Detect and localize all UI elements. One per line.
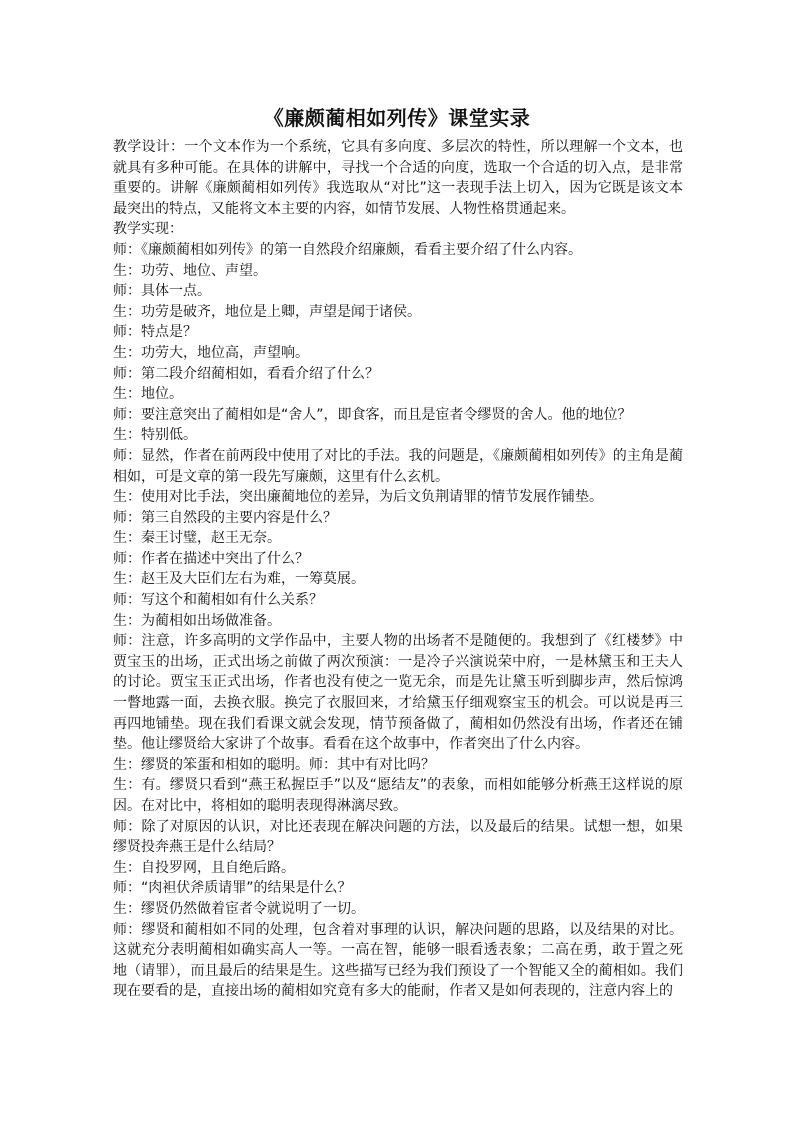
dialogue-line: 师：要注意突出了蔺相如是“舍人”，即食客，而且是宦者令缪贤的舍人。他的地位？ [113,406,632,423]
document-body [113,137,683,1002]
dialogue-line: 师：写这个和蔺相如有什么关系？ [113,592,323,609]
dialogue-line: 师：第二段介绍蔺相如，看看介绍了什么？ [113,365,379,382]
dialogue-line: 生：地位。 [113,386,183,403]
dialogue-line: 生：为蔺相如出场做准备。 [113,612,281,629]
paragraph-implementation: 教学实现： [113,221,183,238]
dialogue-line: 生：赵王及大臣们左右为难，一筹莫展。 [113,571,365,588]
dialogue-line: 师：具体一点。 [113,283,211,300]
dialogue-line: 师：《廉颇蔺相如列传》的第一自然段介绍廉颇，看看主要介绍了什么内容。 [113,241,582,258]
dialogue-line: 师：注意，许多高明的文学作品中，主要人物的出场者不是随便的。我想到了《红楼梦》中贾宝玉的出场，正式出场之前做了两次预演：一是冷子兴演说荣中府，一是林黛玉和王夫人的讨论。贾宝玉正式出场，作者也没有使之一览无余，而是先让黛玉听到脚步声，然后惊鸿一瞥地露一面，去换衣服。换完了衣服回来，才给黛玉仔细观察宝玉的机会。可以说是再三再四地铺垫。现在我们看课文就会发现，情节预备做了，蔺相如仍然没有出场，作者还在铺垫。他让缪贤给大家讲了个故事。看看在这个故事中，作者突出了什么内容。 [113,633,683,753]
dialogue-line: 师：作者在描述中突出了什么？ [113,550,309,567]
dialogue-line: 生：特别低。 [113,427,197,444]
dialogue-line: 师：除了对原因的认识，对比还表现在解决问题的方法，以及最后的结果。试想一想，如果缪贤投奔燕王是什么结局？ [113,818,683,856]
dialogue-line: 师：第三自然段的主要内容是什么？ [113,509,337,526]
dialogue-line: 生：秦王讨璧，赵王无奈。 [113,530,281,547]
document-title: 《廉颇蔺相如列传》课堂实录 [263,106,531,130]
dialogue-line: 生：功劳、地位、声望。 [113,262,267,279]
dialogue-line: 生：自投罗网，且自绝后路。 [113,859,295,876]
dialogue-line: 生：功劳大，地位高，声望响。 [113,344,309,361]
dialogue-line: 师：“肉袒伏斧质请罪”的结果是什么？ [113,880,352,897]
dialogue-line: 生：缪贤的笨蛋和相如的聪明。师：其中有对比吗？ [113,756,435,773]
dialogue-line: 师：特点是？ [113,324,197,341]
dialogue-line: 生：功劳是破齐，地位是上卿，声望是闻于诸侯。 [113,303,421,320]
dialogue-line: 师：缪贤和蔺相如不同的处理，包含着对事理的认识，解决问题的思路，以及结果的对比。这就充分表明蔺相如确实高人一等。一高在智，能够一眼看透表象；二高在勇，敢于置之死地（请罪），而且最后的结果是生。这些描写已经为我们预设了一个智能又全的蔺相如。我们现在要看的是，直接出场的蔺相如究竟有多大的能耐，作者又是如何表现的，注意内容上的 [113,921,683,1000]
dialogue-line: 师：显然，作者在前两段中使用了对比的手法。我的问题是，《廉颇蔺相如列传》的主角是蔺相如，可是文章的第一段先写廉颇，这里有什么玄机。 [113,447,683,485]
dialogue-line: 生：缪贤仍然做着宦者令就说明了一切。 [113,900,365,917]
dialogue-line: 生：有。缪贤只看到“燕王私握臣手”以及“愿结友”的表象，而相如能够分析燕王这样说的原因。在对比中，将相如的聪明表现得淋漓尽致。 [113,777,683,814]
dialogue-line: 生：使用对比手法，突出廉蔺地位的差异，为后文负荆请罪的情节发展作铺垫。 [113,489,603,506]
paragraph-design: 教学设计：一个文本作为一个系统，它具有多向度、多层次的特性，所以理解一个文本，也就具有多种可能。在具体的讲解中，寻找一个合适的向度，选取一个合适的切入点，是非常重要的。讲解《廉颇蔺相如列传》我选取从“对比”这一表现手法上切入，因为它既是该文本最突出的特点，又能将文本主要的内容，如情节发展、人物性格贯通起来。 [113,139,683,217]
